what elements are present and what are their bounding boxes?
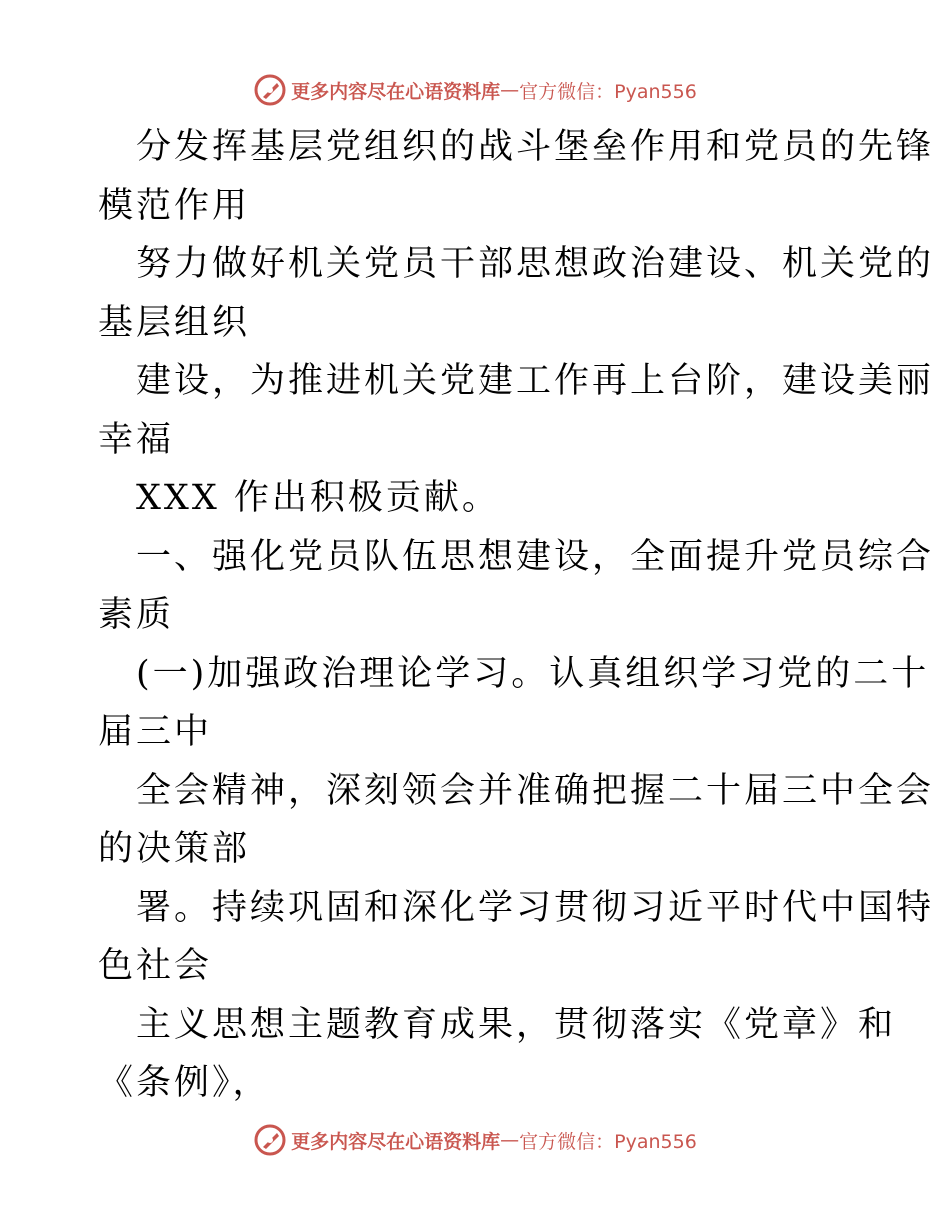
text-line: 色社会 (98, 946, 213, 986)
watermark-separator: — (500, 1129, 520, 1151)
watermark-account: 官方微信：Pyan556 (519, 80, 697, 103)
footer-watermark (0, 1120, 950, 1160)
text-line: 主义思想主题教育成果，贯彻落实《党章》和 (136, 1004, 897, 1045)
text-line: 模范作用 (98, 185, 251, 226)
text-line: 分发挥基层党组织的战斗堡垒作用和党员的先锋 (136, 127, 935, 167)
text-line: 努力做好机关党员干部思想政治建设、机关党的 (136, 244, 935, 284)
watermark-account: 官方微信：Pyan556 (519, 1130, 697, 1153)
text-line: 建设，为推进机关党建工作再上台阶，建设美丽 (136, 361, 935, 401)
text-line: 一、强化党员队伍思想建设，全面提升党员综合 (136, 536, 935, 577)
text-line: 《条例》， (98, 1063, 271, 1103)
header-watermark (0, 70, 950, 110)
watermark-title: 更多内容尽在心语资料库 (291, 80, 501, 103)
text-line: XXX 作出积极贡献。 (136, 478, 500, 518)
quill-seal-icon (253, 1123, 287, 1157)
watermark-separator: — (500, 79, 520, 101)
text-line: (一)加强政治理论学习。认真组织学习党的二十 (136, 653, 930, 694)
document-body (98, 118, 935, 1113)
text-line: 基层组织 (98, 302, 251, 343)
text-line: 幸福 (98, 419, 175, 460)
text-line: 的决策部 (98, 829, 251, 869)
watermark-title: 更多内容尽在心语资料库 (291, 1130, 501, 1153)
text-line: 全会精神，深刻领会并准确把握二十届三中全会 (136, 770, 935, 811)
text-line: 署。持续巩固和深化学习贯彻习近平时代中国特 (136, 887, 935, 928)
text-line: 届三中 (98, 712, 213, 752)
text-line: 素质 (98, 595, 175, 635)
quill-seal-icon (253, 73, 287, 107)
